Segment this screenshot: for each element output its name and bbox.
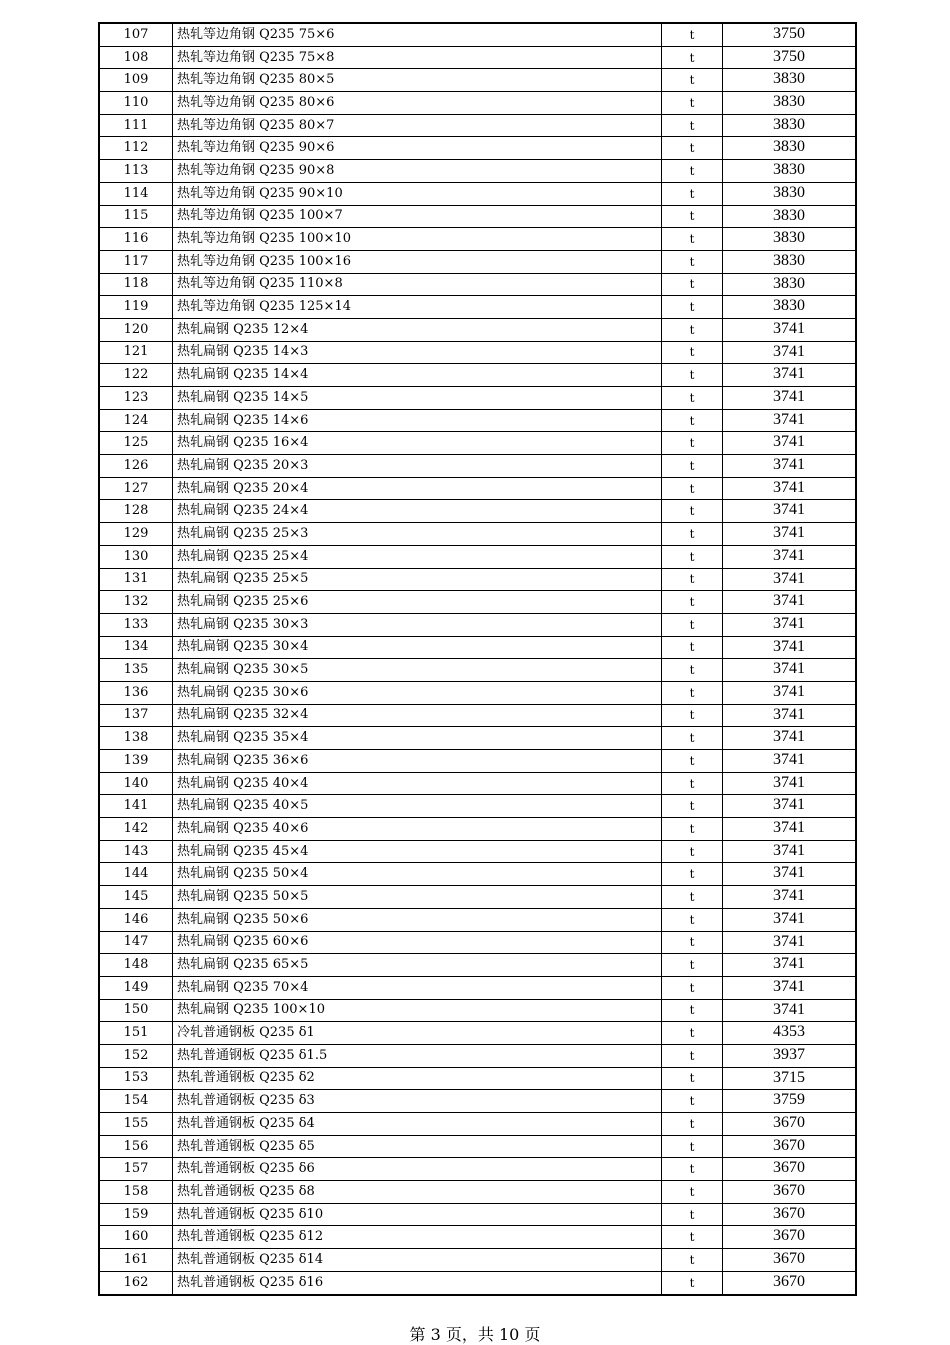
- row-number-cell: 124: [99, 409, 173, 432]
- item-name-cell: 热轧扁钢 Q235 30×6: [173, 681, 662, 704]
- unit-cell: t: [662, 1135, 723, 1158]
- price-cell: 3759: [723, 1090, 857, 1113]
- unit-cell: t: [662, 613, 723, 636]
- table-row: [99, 1181, 856, 1204]
- row-number-cell: 156: [99, 1135, 173, 1158]
- item-name-cell: 热轧等边角钢 Q235 100×16: [173, 250, 662, 273]
- row-number-cell: 150: [99, 999, 173, 1022]
- row-number-cell: 130: [99, 545, 173, 568]
- price-cell: 3741: [723, 568, 857, 591]
- table-row: [99, 863, 856, 886]
- table-row: [99, 750, 856, 773]
- table-body: [99, 23, 856, 1295]
- unit-cell: t: [662, 409, 723, 432]
- unit-cell: t: [662, 908, 723, 931]
- price-cell: 3741: [723, 341, 857, 364]
- item-name-cell: 热轧扁钢 Q235 32×4: [173, 704, 662, 727]
- row-number-cell: 112: [99, 137, 173, 160]
- unit-cell: t: [662, 23, 723, 46]
- table-row: [99, 273, 856, 296]
- table-row: [99, 500, 856, 523]
- item-name-cell: 热轧扁钢 Q235 20×4: [173, 477, 662, 500]
- row-number-cell: 126: [99, 455, 173, 478]
- item-name-cell: 热轧扁钢 Q235 40×4: [173, 772, 662, 795]
- row-number-cell: 158: [99, 1181, 173, 1204]
- row-number-cell: 139: [99, 750, 173, 773]
- unit-cell: t: [662, 1090, 723, 1113]
- row-number-cell: 129: [99, 523, 173, 546]
- table-row: [99, 1022, 856, 1045]
- table-row: [99, 795, 856, 818]
- item-name-cell: 热轧扁钢 Q235 60×6: [173, 931, 662, 954]
- item-name-cell: 热轧等边角钢 Q235 75×8: [173, 46, 662, 69]
- item-name-cell: 热轧扁钢 Q235 30×4: [173, 636, 662, 659]
- item-name-cell: 热轧扁钢 Q235 20×3: [173, 455, 662, 478]
- item-name-cell: 热轧扁钢 Q235 30×3: [173, 613, 662, 636]
- price-cell: 3670: [723, 1271, 857, 1294]
- unit-cell: t: [662, 1271, 723, 1294]
- row-number-cell: 134: [99, 636, 173, 659]
- table-row: [99, 205, 856, 228]
- unit-cell: t: [662, 1226, 723, 1249]
- item-name-cell: 热轧扁钢 Q235 70×4: [173, 976, 662, 999]
- unit-cell: t: [662, 455, 723, 478]
- table-row: [99, 364, 856, 387]
- table-row: [99, 523, 856, 546]
- unit-cell: t: [662, 681, 723, 704]
- row-number-cell: 108: [99, 46, 173, 69]
- price-cell: 3741: [723, 636, 857, 659]
- row-number-cell: 119: [99, 296, 173, 319]
- row-number-cell: 128: [99, 500, 173, 523]
- item-name-cell: 热轧扁钢 Q235 100×10: [173, 999, 662, 1022]
- price-cell: 3741: [723, 908, 857, 931]
- row-number-cell: 143: [99, 840, 173, 863]
- price-cell: 3741: [723, 863, 857, 886]
- unit-cell: t: [662, 636, 723, 659]
- unit-cell: t: [662, 954, 723, 977]
- unit-cell: t: [662, 46, 723, 69]
- unit-cell: t: [662, 273, 723, 296]
- item-name-cell: 热轧等边角钢 Q235 90×6: [173, 137, 662, 160]
- unit-cell: t: [662, 1044, 723, 1067]
- item-name-cell: 热轧普通钢板 Q235 δ14: [173, 1249, 662, 1272]
- item-name-cell: 热轧扁钢 Q235 25×4: [173, 545, 662, 568]
- price-cell: 3670: [723, 1203, 857, 1226]
- table-row: [99, 23, 856, 46]
- table-row: [99, 954, 856, 977]
- table-row: [99, 931, 856, 954]
- row-number-cell: 110: [99, 92, 173, 115]
- table-row: [99, 613, 856, 636]
- price-cell: 3741: [723, 545, 857, 568]
- unit-cell: t: [662, 1203, 723, 1226]
- price-cell: 3937: [723, 1044, 857, 1067]
- table-row: [99, 1203, 856, 1226]
- unit-cell: t: [662, 1022, 723, 1045]
- unit-cell: t: [662, 976, 723, 999]
- row-number-cell: 109: [99, 69, 173, 92]
- row-number-cell: 153: [99, 1067, 173, 1090]
- row-number-cell: 159: [99, 1203, 173, 1226]
- row-number-cell: 133: [99, 613, 173, 636]
- table-row: [99, 137, 856, 160]
- price-cell: 3670: [723, 1249, 857, 1272]
- table-row: [99, 46, 856, 69]
- table-row: [99, 840, 856, 863]
- item-name-cell: 热轧等边角钢 Q235 100×10: [173, 228, 662, 251]
- price-cell: 3670: [723, 1226, 857, 1249]
- price-cell: 3741: [723, 750, 857, 773]
- row-number-cell: 136: [99, 681, 173, 704]
- unit-cell: t: [662, 545, 723, 568]
- table-row: [99, 1226, 856, 1249]
- row-number-cell: 135: [99, 659, 173, 682]
- unit-cell: t: [662, 523, 723, 546]
- price-cell: 3670: [723, 1181, 857, 1204]
- table-row: [99, 704, 856, 727]
- price-cell: 3830: [723, 160, 857, 183]
- price-cell: 3830: [723, 205, 857, 228]
- table-row: [99, 92, 856, 115]
- row-number-cell: 161: [99, 1249, 173, 1272]
- price-cell: 3830: [723, 137, 857, 160]
- table-row: [99, 727, 856, 750]
- row-number-cell: 154: [99, 1090, 173, 1113]
- item-name-cell: 热轧普通钢板 Q235 δ8: [173, 1181, 662, 1204]
- unit-cell: t: [662, 137, 723, 160]
- price-cell: 3830: [723, 296, 857, 319]
- item-name-cell: 热轧扁钢 Q235 36×6: [173, 750, 662, 773]
- price-cell: 3830: [723, 228, 857, 251]
- item-name-cell: 热轧扁钢 Q235 35×4: [173, 727, 662, 750]
- price-cell: 3741: [723, 886, 857, 909]
- item-name-cell: 热轧扁钢 Q235 40×5: [173, 795, 662, 818]
- unit-cell: t: [662, 591, 723, 614]
- price-cell: 3741: [723, 591, 857, 614]
- row-number-cell: 107: [99, 23, 173, 46]
- item-name-cell: 冷轧普通钢板 Q235 δ1: [173, 1022, 662, 1045]
- row-number-cell: 115: [99, 205, 173, 228]
- unit-cell: t: [662, 296, 723, 319]
- table-row: [99, 568, 856, 591]
- item-name-cell: 热轧等边角钢 Q235 80×5: [173, 69, 662, 92]
- unit-cell: t: [662, 432, 723, 455]
- unit-cell: t: [662, 250, 723, 273]
- price-cell: 3741: [723, 364, 857, 387]
- unit-cell: t: [662, 364, 723, 387]
- price-cell: 3741: [723, 704, 857, 727]
- unit-cell: t: [662, 1181, 723, 1204]
- unit-cell: t: [662, 750, 723, 773]
- item-name-cell: 热轧普通钢板 Q235 δ4: [173, 1113, 662, 1136]
- table-row: [99, 1113, 856, 1136]
- unit-cell: t: [662, 1067, 723, 1090]
- row-number-cell: 145: [99, 886, 173, 909]
- row-number-cell: 138: [99, 727, 173, 750]
- unit-cell: t: [662, 228, 723, 251]
- row-number-cell: 137: [99, 704, 173, 727]
- item-name-cell: 热轧等边角钢 Q235 80×6: [173, 92, 662, 115]
- item-name-cell: 热轧扁钢 Q235 45×4: [173, 840, 662, 863]
- table-row: [99, 1090, 856, 1113]
- price-cell: 3741: [723, 999, 857, 1022]
- price-cell: 3741: [723, 432, 857, 455]
- price-sheet: [98, 22, 852, 1296]
- unit-cell: t: [662, 863, 723, 886]
- row-number-cell: 147: [99, 931, 173, 954]
- price-cell: 3741: [723, 954, 857, 977]
- item-name-cell: 热轧扁钢 Q235 14×5: [173, 387, 662, 410]
- price-cell: 3715: [723, 1067, 857, 1090]
- price-cell: 3741: [723, 477, 857, 500]
- price-cell: 3830: [723, 114, 857, 137]
- unit-cell: t: [662, 318, 723, 341]
- table-row: [99, 1158, 856, 1181]
- price-cell: 3670: [723, 1135, 857, 1158]
- item-name-cell: 热轧普通钢板 Q235 δ2: [173, 1067, 662, 1090]
- item-name-cell: 热轧扁钢 Q235 30×5: [173, 659, 662, 682]
- unit-cell: t: [662, 704, 723, 727]
- price-cell: 3750: [723, 46, 857, 69]
- unit-cell: t: [662, 1249, 723, 1272]
- unit-cell: t: [662, 886, 723, 909]
- table-row: [99, 409, 856, 432]
- item-name-cell: 热轧扁钢 Q235 25×3: [173, 523, 662, 546]
- price-cell: 4353: [723, 1022, 857, 1045]
- table-row: [99, 296, 856, 319]
- table-row: [99, 591, 856, 614]
- item-name-cell: 热轧普通钢板 Q235 δ1.5: [173, 1044, 662, 1067]
- item-name-cell: 热轧普通钢板 Q235 δ12: [173, 1226, 662, 1249]
- table-row: [99, 545, 856, 568]
- table-row: [99, 1249, 856, 1272]
- unit-cell: t: [662, 477, 723, 500]
- row-number-cell: 152: [99, 1044, 173, 1067]
- table-row: [99, 160, 856, 183]
- price-cell: 3741: [723, 772, 857, 795]
- row-number-cell: 151: [99, 1022, 173, 1045]
- table-row: [99, 69, 856, 92]
- row-number-cell: 142: [99, 818, 173, 841]
- table-row: [99, 387, 856, 410]
- table-row: [99, 659, 856, 682]
- price-cell: 3830: [723, 250, 857, 273]
- table-row: [99, 250, 856, 273]
- table-row: [99, 1271, 856, 1294]
- price-cell: 3830: [723, 182, 857, 205]
- price-cell: 3830: [723, 273, 857, 296]
- row-number-cell: 131: [99, 568, 173, 591]
- item-name-cell: 热轧扁钢 Q235 50×6: [173, 908, 662, 931]
- table-row: [99, 999, 856, 1022]
- price-cell: 3741: [723, 387, 857, 410]
- price-cell: 3741: [723, 500, 857, 523]
- table-row: [99, 341, 856, 364]
- item-name-cell: 热轧扁钢 Q235 50×4: [173, 863, 662, 886]
- price-cell: 3741: [723, 818, 857, 841]
- unit-cell: t: [662, 659, 723, 682]
- unit-cell: t: [662, 182, 723, 205]
- row-number-cell: 141: [99, 795, 173, 818]
- item-name-cell: 热轧等边角钢 Q235 80×7: [173, 114, 662, 137]
- unit-cell: t: [662, 931, 723, 954]
- table-row: [99, 681, 856, 704]
- table-row: [99, 772, 856, 795]
- item-name-cell: 热轧普通钢板 Q235 δ6: [173, 1158, 662, 1181]
- row-number-cell: 127: [99, 477, 173, 500]
- unit-cell: t: [662, 818, 723, 841]
- unit-cell: t: [662, 205, 723, 228]
- item-name-cell: 热轧扁钢 Q235 50×5: [173, 886, 662, 909]
- table-row: [99, 1135, 856, 1158]
- item-name-cell: 热轧等边角钢 Q235 110×8: [173, 273, 662, 296]
- item-name-cell: 热轧扁钢 Q235 25×5: [173, 568, 662, 591]
- table-row: [99, 1044, 856, 1067]
- item-name-cell: 热轧等边角钢 Q235 90×10: [173, 182, 662, 205]
- table-row: [99, 908, 856, 931]
- price-cell: 3750: [723, 23, 857, 46]
- row-number-cell: 146: [99, 908, 173, 931]
- unit-cell: t: [662, 772, 723, 795]
- table-row: [99, 182, 856, 205]
- unit-cell: t: [662, 160, 723, 183]
- row-number-cell: 111: [99, 114, 173, 137]
- row-number-cell: 157: [99, 1158, 173, 1181]
- item-name-cell: 热轧扁钢 Q235 16×4: [173, 432, 662, 455]
- row-number-cell: 140: [99, 772, 173, 795]
- item-name-cell: 热轧普通钢板 Q235 δ5: [173, 1135, 662, 1158]
- price-cell: 3670: [723, 1158, 857, 1181]
- table-row: [99, 455, 856, 478]
- row-number-cell: 123: [99, 387, 173, 410]
- price-table: [98, 22, 857, 1296]
- unit-cell: t: [662, 1113, 723, 1136]
- item-name-cell: 热轧扁钢 Q235 24×4: [173, 500, 662, 523]
- table-row: [99, 432, 856, 455]
- table-row: [99, 318, 856, 341]
- price-cell: 3741: [723, 523, 857, 546]
- page-footer: 第 3 页，共 10 页: [409, 1325, 541, 1344]
- item-name-cell: 热轧等边角钢 Q235 125×14: [173, 296, 662, 319]
- row-number-cell: 148: [99, 954, 173, 977]
- table-row: [99, 477, 856, 500]
- row-number-cell: 117: [99, 250, 173, 273]
- item-name-cell: 热轧普通钢板 Q235 δ10: [173, 1203, 662, 1226]
- price-cell: 3741: [723, 613, 857, 636]
- row-number-cell: 125: [99, 432, 173, 455]
- item-name-cell: 热轧扁钢 Q235 40×6: [173, 818, 662, 841]
- table-row: [99, 818, 856, 841]
- unit-cell: t: [662, 1158, 723, 1181]
- unit-cell: t: [662, 92, 723, 115]
- unit-cell: t: [662, 114, 723, 137]
- item-name-cell: 热轧扁钢 Q235 65×5: [173, 954, 662, 977]
- price-cell: 3830: [723, 92, 857, 115]
- unit-cell: t: [662, 727, 723, 750]
- unit-cell: t: [662, 69, 723, 92]
- row-number-cell: 120: [99, 318, 173, 341]
- unit-cell: t: [662, 341, 723, 364]
- price-cell: 3741: [723, 455, 857, 478]
- row-number-cell: 116: [99, 228, 173, 251]
- item-name-cell: 热轧等边角钢 Q235 90×8: [173, 160, 662, 183]
- item-name-cell: 热轧扁钢 Q235 14×4: [173, 364, 662, 387]
- price-cell: 3741: [723, 976, 857, 999]
- item-name-cell: 热轧扁钢 Q235 25×6: [173, 591, 662, 614]
- row-number-cell: 162: [99, 1271, 173, 1294]
- table-row: [99, 1067, 856, 1090]
- row-number-cell: 132: [99, 591, 173, 614]
- row-number-cell: 113: [99, 160, 173, 183]
- row-number-cell: 160: [99, 1226, 173, 1249]
- price-cell: 3741: [723, 681, 857, 704]
- unit-cell: t: [662, 568, 723, 591]
- row-number-cell: 118: [99, 273, 173, 296]
- row-number-cell: 155: [99, 1113, 173, 1136]
- item-name-cell: 热轧扁钢 Q235 14×3: [173, 341, 662, 364]
- unit-cell: t: [662, 795, 723, 818]
- price-cell: 3741: [723, 727, 857, 750]
- item-name-cell: 热轧普通钢板 Q235 δ3: [173, 1090, 662, 1113]
- price-cell: 3741: [723, 659, 857, 682]
- table-row: [99, 976, 856, 999]
- price-cell: 3830: [723, 69, 857, 92]
- item-name-cell: 热轧扁钢 Q235 12×4: [173, 318, 662, 341]
- unit-cell: t: [662, 840, 723, 863]
- unit-cell: t: [662, 999, 723, 1022]
- row-number-cell: 149: [99, 976, 173, 999]
- item-name-cell: 热轧扁钢 Q235 14×6: [173, 409, 662, 432]
- price-cell: 3741: [723, 318, 857, 341]
- price-cell: 3670: [723, 1113, 857, 1136]
- table-row: [99, 886, 856, 909]
- unit-cell: t: [662, 500, 723, 523]
- item-name-cell: 热轧普通钢板 Q235 δ16: [173, 1271, 662, 1294]
- row-number-cell: 114: [99, 182, 173, 205]
- row-number-cell: 122: [99, 364, 173, 387]
- price-cell: 3741: [723, 931, 857, 954]
- item-name-cell: 热轧等边角钢 Q235 100×7: [173, 205, 662, 228]
- price-cell: 3741: [723, 840, 857, 863]
- table-row: [99, 114, 856, 137]
- table-row: [99, 228, 856, 251]
- row-number-cell: 144: [99, 863, 173, 886]
- unit-cell: t: [662, 387, 723, 410]
- item-name-cell: 热轧等边角钢 Q235 75×6: [173, 23, 662, 46]
- table-row: [99, 636, 856, 659]
- price-cell: 3741: [723, 795, 857, 818]
- price-cell: 3741: [723, 409, 857, 432]
- row-number-cell: 121: [99, 341, 173, 364]
